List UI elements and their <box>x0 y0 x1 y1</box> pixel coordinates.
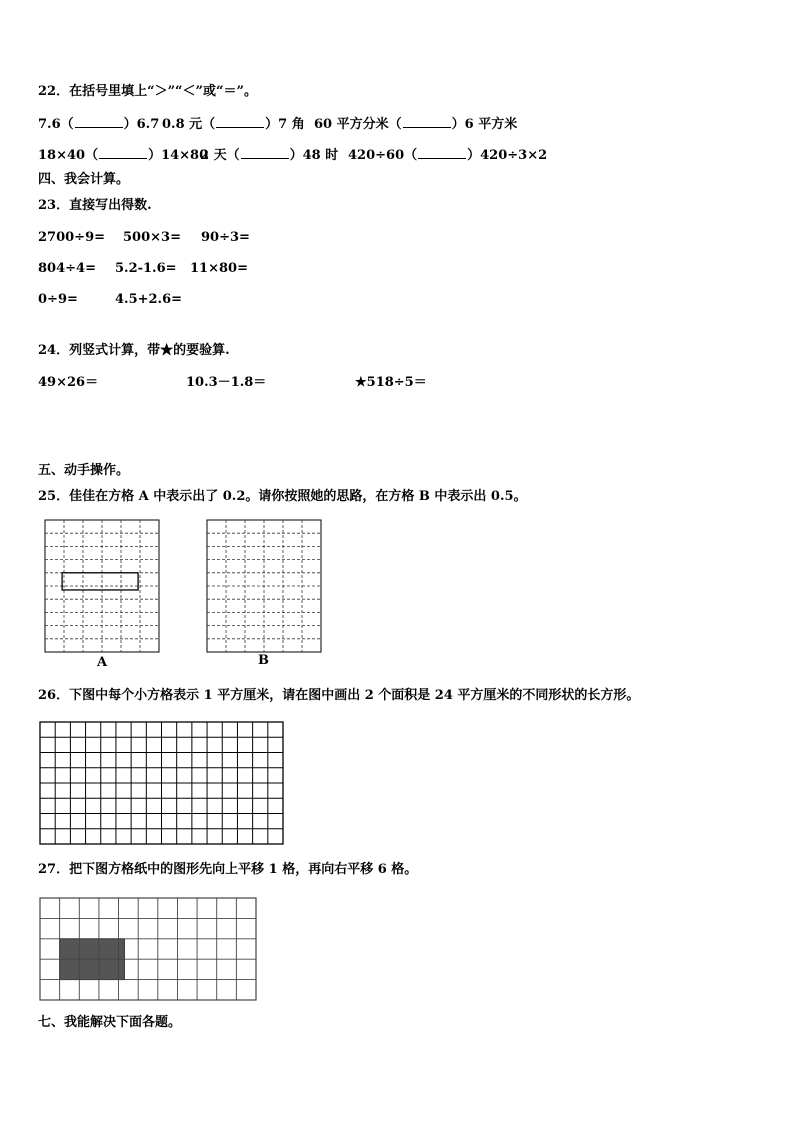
q22-item-2: 0.8 元（ ）7 角 <box>162 117 305 132</box>
q22-item-6: 420÷60（ ）420÷3×2 <box>348 148 548 163</box>
q27-title: 27．把下图方格纸中的图形先向上平移 1 格，再向右平移 6 格。 <box>38 862 418 877</box>
section-5-heading: 五、动手操作。 <box>38 463 130 478</box>
q23-title: 23．直接写出得数. <box>38 198 152 213</box>
q22-item-4: 18×40（ ）14×80 <box>38 148 209 163</box>
q23-item: 90÷3= <box>201 230 250 245</box>
section-4-heading: 四、我会计算。 <box>38 172 130 187</box>
q24-item: ★518÷5＝ <box>355 375 427 390</box>
q22-item-3: 60 平方分米（ ）6 平方米 <box>314 117 518 132</box>
q22-item-5: 2 天（ ）48 时 <box>200 148 339 163</box>
grid-b[interactable] <box>207 520 321 652</box>
grid-a-label: A <box>97 655 108 670</box>
q23-item: 2700÷9= <box>38 230 106 245</box>
value-outline <box>62 573 138 590</box>
q26-title: 26．下图中每个小方格表示 1 平方厘米，请在图中画出 2 个面积是 24 平方厘米的不同形状的长方形。 <box>38 688 640 703</box>
q23-item: 0÷9= <box>38 292 78 307</box>
q24-title: 24．列竖式计算，带★的要验算. <box>38 343 230 358</box>
q24-item: 49×26＝ <box>38 375 99 390</box>
section-7-heading: 七、我能解决下面各题。 <box>38 1015 182 1030</box>
q24-item: 10.3－1.8＝ <box>186 375 267 390</box>
grid-q27[interactable] <box>40 898 256 1000</box>
q23-item: 804÷4= <box>38 261 96 276</box>
q23-item: 4.5+2.6= <box>115 292 183 307</box>
grid-b-label: B <box>258 653 269 668</box>
grid-q26[interactable] <box>40 722 283 844</box>
grid-a <box>45 520 159 652</box>
q23-item: 11×80= <box>190 261 248 276</box>
q22-item-1: 7.6（ ）6.7 <box>38 117 160 132</box>
q25-title: 25．佳佳在方格 A 中表示出了 0.2。请你按照她的思路，在方格 B 中表示出 0.5。 <box>38 489 527 504</box>
q23-item: 5.2-1.6= <box>115 261 177 276</box>
q23-item: 500×3= <box>123 230 181 245</box>
q22-title: 22．在括号里填上“＞”“＜”或“＝”。 <box>38 84 257 99</box>
